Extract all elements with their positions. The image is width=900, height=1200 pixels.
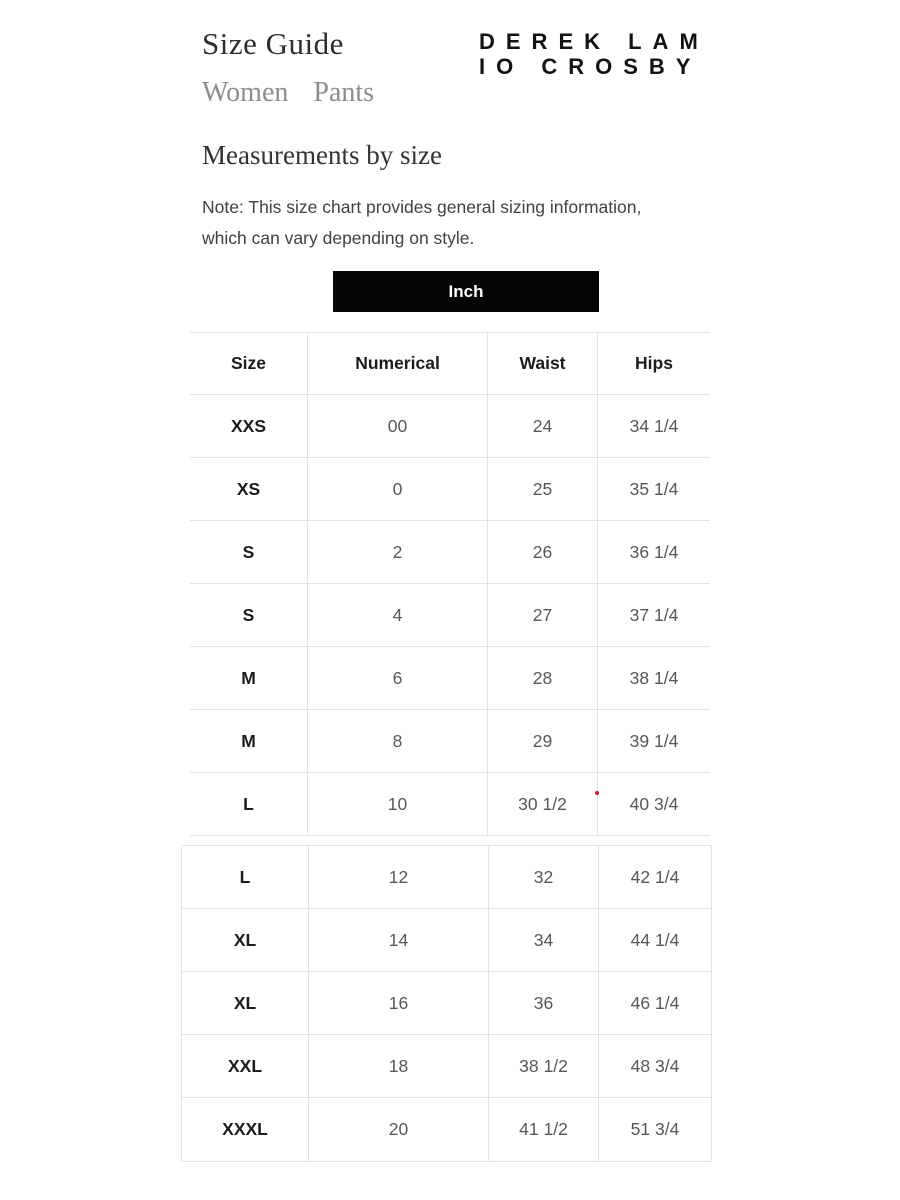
cell-waist: 38 1/2: [488, 1035, 598, 1097]
cell-hips: 36 1/4: [597, 521, 710, 583]
page-title: Size Guide: [202, 26, 344, 61]
size-table-header-row: [190, 332, 710, 395]
cell-numerical: 00: [307, 395, 487, 457]
cell-hips: 46 1/4: [598, 972, 711, 1034]
cell-hips: 39 1/4: [597, 710, 710, 772]
cell-hips: 48 3/4: [598, 1035, 711, 1097]
table-row-m-6: [190, 647, 710, 710]
cell-hips: 37 1/4: [597, 584, 710, 646]
cell-size: XXXL: [222, 1119, 268, 1139]
cell-waist: 29: [487, 710, 597, 772]
cell-size: XXS: [230, 415, 267, 436]
breadcrumb-category-women[interactable]: Women: [202, 77, 289, 108]
cell-waist: 27: [487, 584, 597, 646]
cell-size: XL: [233, 929, 257, 950]
cell-numerical: 20: [308, 1098, 488, 1161]
table-row-l-10: [190, 773, 710, 836]
cell-waist: 26: [487, 521, 597, 583]
cell-waist: 25: [487, 458, 597, 520]
cell-hips: 34 1/4: [597, 395, 710, 457]
brand-logo: [479, 29, 709, 79]
table-row-xxs-00: [190, 395, 710, 458]
cell-waist: 30 1/2: [487, 773, 597, 835]
cell-numerical: 6: [307, 647, 487, 709]
sizing-note-line2: which can vary depending on style.: [202, 228, 475, 248]
section-heading: Measurements by size: [202, 140, 442, 170]
cell-numerical: 12: [308, 846, 488, 908]
table-row-l-12: [182, 846, 711, 909]
cell-numerical: 0: [307, 458, 487, 520]
table-row-xxxl-20: [182, 1098, 711, 1161]
cell-size: M: [241, 730, 256, 751]
size-table-upper: [190, 332, 710, 836]
column-header-waist: Waist: [487, 333, 597, 394]
cell-hips: 44 1/4: [598, 909, 711, 971]
cell-waist: 36: [488, 972, 598, 1034]
cell-hips: 42 1/4: [598, 846, 711, 908]
cell-waist: 28: [487, 647, 597, 709]
table-row-xs-0: [190, 458, 710, 521]
cell-numerical: 2: [307, 521, 487, 583]
cell-size: L: [243, 793, 254, 814]
cell-hips: 38 1/4: [597, 647, 710, 709]
table-row-s-4: [190, 584, 710, 647]
cell-numerical: 8: [307, 710, 487, 772]
table-row-xl-14: [182, 909, 711, 972]
table-row-xl-16: [182, 972, 711, 1035]
cell-size: M: [241, 667, 256, 688]
cell-hips: 40 3/4: [597, 773, 710, 835]
cell-size: XXL: [227, 1055, 263, 1076]
cell-numerical: 18: [308, 1035, 488, 1097]
cell-numerical: 10: [307, 773, 487, 835]
cell-waist: 32: [488, 846, 598, 908]
cell-waist: 24: [487, 395, 597, 457]
cell-size: L: [239, 866, 251, 887]
cell-waist: 41 1/2: [488, 1098, 598, 1161]
cell-size: XL: [233, 992, 257, 1013]
cell-hips: 51 3/4: [598, 1098, 711, 1161]
sizing-note: [202, 192, 641, 254]
cell-hips: 35 1/4: [597, 458, 710, 520]
brand-logo-line2: IO CROSBY: [479, 54, 702, 79]
unit-toggle-inch-button[interactable]: Inch: [333, 271, 599, 312]
brand-logo-line1: DEREK LAM: [479, 29, 709, 54]
table-row-s-2: [190, 521, 710, 584]
column-header-numerical: Numerical: [307, 333, 487, 394]
column-header-size: Size: [230, 353, 267, 373]
table-row-xxl-18: [182, 1035, 711, 1098]
cell-numerical: 4: [307, 584, 487, 646]
cell-size: S: [242, 541, 255, 562]
sizing-note-line1: Note: This size chart provides general sizing information,: [202, 197, 642, 217]
breadcrumb-subcategory-pants[interactable]: Pants: [313, 77, 375, 108]
breadcrumb: [202, 77, 374, 109]
size-table-lower: [181, 845, 712, 1162]
cell-size: S: [242, 604, 255, 625]
red-dot-marker: [595, 791, 599, 795]
column-header-hips: Hips: [597, 333, 710, 394]
cell-numerical: 16: [308, 972, 488, 1034]
cell-waist: 34: [488, 909, 598, 971]
cell-size: XS: [236, 478, 261, 499]
table-row-m-8: [190, 710, 710, 773]
cell-numerical: 14: [308, 909, 488, 971]
